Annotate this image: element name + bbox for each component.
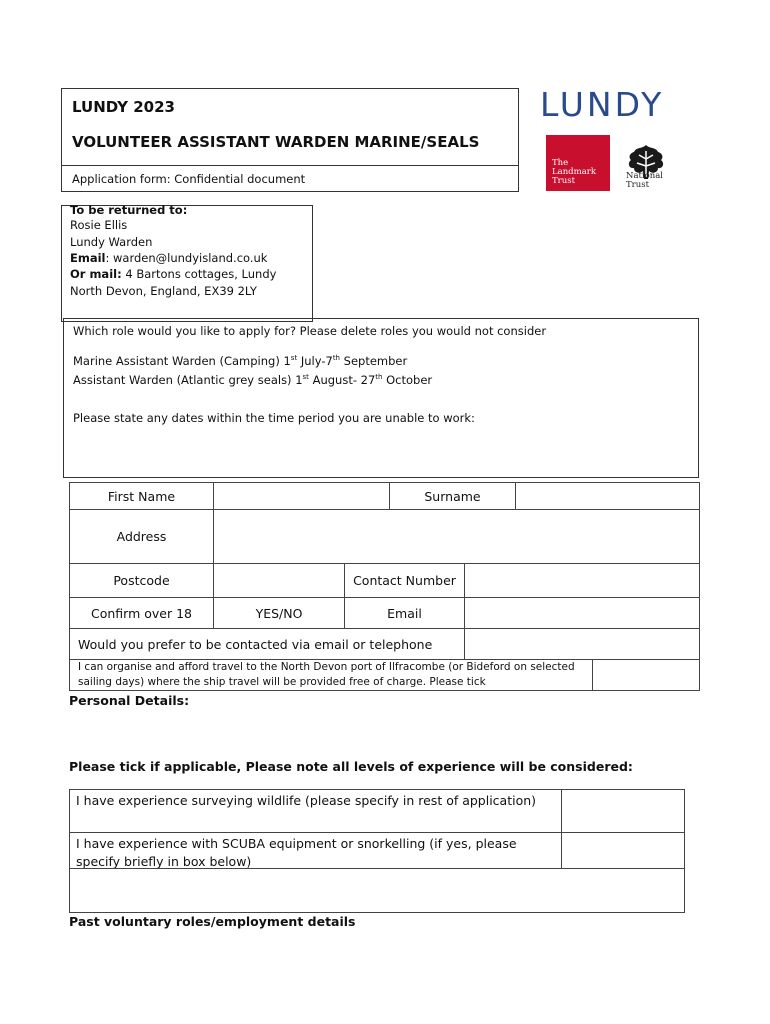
- landmark-logo-text: The: [552, 158, 569, 168]
- over-18-field[interactable]: YES/NO: [213, 597, 345, 629]
- return-address-box: [61, 205, 313, 322]
- warden-name: Rosie Ellis: [70, 218, 128, 232]
- address-field[interactable]: [213, 509, 700, 564]
- scuba-tick-box[interactable]: [561, 832, 685, 869]
- travel-tick-box[interactable]: [592, 659, 700, 691]
- postcode-field[interactable]: [213, 563, 345, 598]
- over-18-label: Confirm over 18: [69, 597, 214, 629]
- wildlife-tick-box[interactable]: [561, 789, 685, 833]
- title-box: [61, 88, 519, 166]
- past-roles-heading: Past voluntary roles/employment details: [69, 914, 356, 929]
- scuba-details-field[interactable]: [69, 868, 685, 913]
- personal-details-heading: Personal Details:: [69, 693, 190, 708]
- confidential-box: [61, 165, 519, 192]
- landmark-trust-logo: [546, 135, 610, 191]
- form-role-title: VOLUNTEER ASSISTANT WARDEN MARINE/SEALS: [72, 133, 480, 151]
- landmark-logo-text: Trust: [552, 176, 575, 186]
- email-field[interactable]: [464, 597, 700, 629]
- role-option-marine[interactable]: Marine Assistant Warden (Camping) 1st July-7th September: [73, 354, 408, 368]
- experience-heading: Please tick if applicable, Please note all levels of experience will be considered:: [69, 759, 633, 774]
- mail-label: Or mail:: [70, 267, 122, 281]
- first-name-field[interactable]: [213, 482, 390, 510]
- wildlife-experience-label: I have experience surveying wildlife (please specify in rest of application): [69, 789, 562, 833]
- role-selection-box[interactable]: [63, 318, 699, 478]
- warden-role: Lundy Warden: [70, 235, 153, 249]
- travel-statement: I can organise and afford travel to the North Devon port of Ilfracombe (or Bideford on selected sailing days) where the ship travel will be provided free of charge. Please tick: [69, 659, 593, 691]
- lundy-logo: LUNDY: [540, 85, 665, 124]
- nt-logo-line: Trust: [626, 180, 649, 190]
- mail-value: 4 Bartons cottages, Lundy: [121, 267, 277, 281]
- address-label: Address: [69, 509, 214, 564]
- surname-label: Surname: [389, 482, 516, 510]
- role-option-seals[interactable]: Assistant Warden (Atlantic grey seals) 1st August- 27th October: [73, 373, 433, 387]
- role-question: Which role would you like to apply for? Please delete roles you would not consider: [73, 324, 547, 338]
- first-name-label: First Name: [69, 482, 214, 510]
- email-value[interactable]: : warden@lundyisland.co.uk: [105, 251, 268, 265]
- email-label: Email: [70, 251, 106, 265]
- address-line: North Devon, England, EX39 2LY: [70, 284, 257, 298]
- form-year-title: LUNDY 2023: [72, 98, 175, 116]
- unavailable-dates-prompt: Please state any dates within the time period you are unable to work:: [73, 411, 475, 425]
- postcode-label: Postcode: [69, 563, 214, 598]
- mail-line: [70, 267, 276, 281]
- contact-preference-label: Would you prefer to be contacted via email or telephone: [69, 628, 465, 660]
- contact-number-field[interactable]: [464, 563, 700, 598]
- national-trust-logo-text: [626, 172, 663, 190]
- email-line: [70, 251, 267, 265]
- contact-preference-field[interactable]: [464, 628, 700, 660]
- scuba-experience-label: I have experience with SCUBA equipment or snorkelling (if yes, please specify briefly in box below): [69, 832, 562, 869]
- surname-field[interactable]: [515, 482, 700, 510]
- email-label-cell: Email: [344, 597, 465, 629]
- confidential-label: Application form: Confidential document: [72, 172, 306, 186]
- nt-logo-line: National: [626, 171, 664, 181]
- return-heading: To be returned to:: [70, 203, 188, 217]
- landmark-logo-text: Landmark: [552, 167, 596, 177]
- contact-number-label: Contact Number: [344, 563, 465, 598]
